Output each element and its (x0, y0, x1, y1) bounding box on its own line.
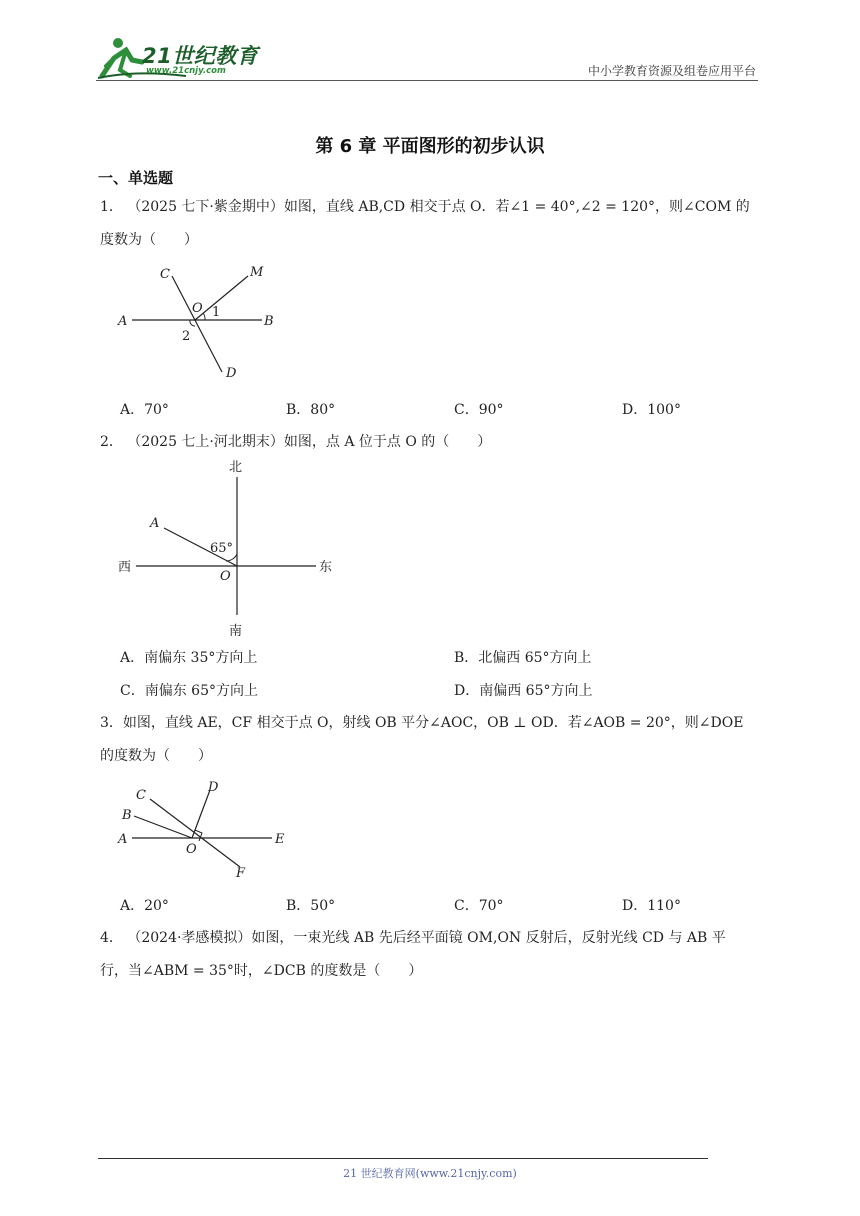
footer-divider (98, 1158, 708, 1159)
question-1-figure (110, 260, 300, 385)
label-angle-1: 1 (212, 305, 221, 320)
ray-od (192, 790, 210, 838)
question-1-option-b: B．80° (286, 402, 336, 418)
label-south: 南 (229, 624, 243, 639)
label-c: C (136, 788, 146, 803)
label-b: B (122, 808, 132, 823)
label-angle-65: 65° (210, 541, 234, 556)
label-d: D (208, 780, 219, 795)
header-divider (96, 80, 758, 81)
question-2-option-b: B．北偏西 65°方向上 (454, 650, 592, 666)
line-cd (172, 276, 222, 372)
page-title: 第 6 章 平面图形的初步认识 (315, 136, 545, 157)
question-3-option-c: C．70° (454, 898, 504, 914)
question-4-line-1: 4． （2024·孝感模拟）如图，一束光线 AB 先后经平面镜 OM,ON 反射后，反射光线 CD 与 AB 平 (100, 930, 726, 946)
question-2-figure (112, 455, 342, 640)
logo-url: www.21cnjy.com (146, 66, 226, 76)
question-1-line-1: 1． （2025 七下·紫金期中）如图，直线 AB,CD 相交于点 O．若∠1 = 40°,∠2 = 120°，则∠COM 的 (100, 199, 750, 215)
label-f: F (236, 866, 246, 881)
label-angle-2: 2 (182, 329, 191, 344)
label-b: B (264, 314, 274, 329)
label-m: M (250, 265, 264, 280)
label-east: 东 (319, 560, 333, 575)
question-2-option-a: A．南偏东 35°方向上 (120, 650, 258, 666)
label-a: A (118, 832, 128, 847)
label-a: A (118, 314, 128, 329)
label-west: 西 (118, 560, 132, 575)
question-3-line-1: 3．如图，直线 AE，CF 相交于点 O，射线 OB 平分∠AOC，OB ⊥ OD．若∠AOB = 20°，则∠DOE (100, 715, 744, 731)
question-3-option-a: A．20° (120, 898, 169, 914)
label-d: D (226, 366, 237, 381)
header-platform-text: 中小学教育资源及组卷应用平台 (587, 64, 756, 78)
angle-2-arc (190, 320, 195, 326)
logo-text: 21世纪教育 (142, 44, 259, 68)
question-1-option-a: A．70° (120, 402, 169, 418)
ray-ob (134, 816, 192, 838)
question-3-line-2: 的度数为（ ） (100, 748, 212, 764)
label-o: O (186, 842, 197, 857)
label-o: O (192, 301, 203, 316)
angle-1-arc (203, 313, 205, 320)
question-3-figure (112, 775, 302, 885)
label-a: A (150, 516, 160, 531)
question-2-option-d: D．南偏西 65°方向上 (454, 683, 593, 699)
question-3-option-b: B．50° (286, 898, 336, 914)
section-heading: 一、单选题 (98, 169, 174, 187)
label-o: O (220, 569, 231, 584)
question-1-option-c: C．90° (454, 402, 504, 418)
question-1-option-d: D．100° (622, 402, 681, 418)
question-2-option-c: C．南偏东 65°方向上 (120, 683, 258, 699)
footer-text: 21 世纪教育网(www.21cnjy.com) (343, 1167, 517, 1180)
label-e: E (275, 832, 285, 847)
question-2-line-1: 2． （2025 七上·河北期末）如图，点 A 位于点 O 的（ ） (100, 434, 492, 450)
label-north: 北 (229, 460, 243, 475)
label-c: C (160, 267, 170, 282)
question-1-line-2: 度数为（ ） (100, 232, 198, 248)
question-4-line-2: 行，当∠ABM = 35°时，∠DCB 的度数是（ ） (100, 963, 423, 979)
question-3-option-d: D．110° (622, 898, 681, 914)
